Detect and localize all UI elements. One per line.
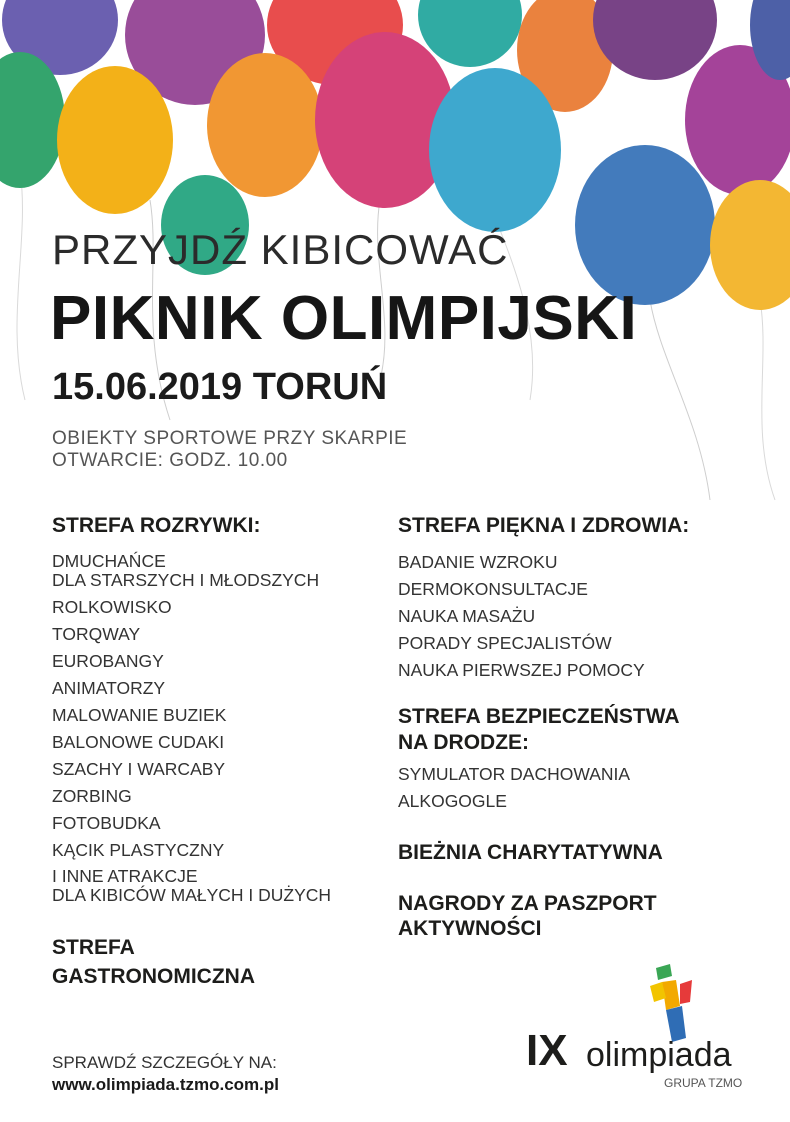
balloon-purple-right bbox=[593, 0, 717, 80]
list-item: KĄCIK PLASTYCZNY bbox=[52, 840, 225, 860]
venue-line: OBIEKTY SPORTOWE PRZY SKARPIE bbox=[52, 428, 408, 449]
footer bbox=[52, 1052, 279, 1096]
balloon-blue-right bbox=[575, 145, 715, 305]
zone-road-list bbox=[398, 764, 689, 811]
list-item: ANIMATORZY bbox=[52, 678, 166, 698]
zone-food-heading: STREFA GASTRONOMICZNA bbox=[52, 936, 255, 988]
charity-run-heading: BIEŻNIA CHARYTATYWNA bbox=[398, 841, 663, 864]
list-item: ALKOGOGLE bbox=[398, 791, 507, 811]
list-item: TORQWAY bbox=[52, 624, 141, 644]
zone-road-heading: STREFA BEZPIECZEŃSTWA NA DRODZE: bbox=[398, 705, 680, 754]
passport-heading: NAGRODY ZA PASZPORT AKTYWNOŚCI bbox=[398, 892, 657, 940]
list-item: PORADY SPECJALISTÓW bbox=[398, 633, 612, 653]
venue-info bbox=[52, 428, 407, 472]
list-item: ZORBING bbox=[52, 786, 132, 806]
event-date-location: 15.06.2019 TORUŃ bbox=[52, 366, 388, 408]
event-title: PIKNIK OLIMPIJSKI bbox=[50, 284, 638, 353]
olimpiada-logo bbox=[524, 962, 774, 1102]
zone-fun-list bbox=[52, 552, 331, 905]
logo-numeral: IX bbox=[526, 1026, 568, 1075]
balloon-orange-mid bbox=[207, 53, 323, 197]
list-item: MALOWANIE BUZIEK bbox=[52, 705, 227, 725]
logo-wordmark: olimpiada bbox=[586, 1036, 732, 1074]
list-item: BADANIE WZROKU bbox=[398, 552, 558, 572]
olympic-figure-icon bbox=[636, 962, 706, 1042]
balloon-yellow-right bbox=[710, 180, 790, 310]
list-item: NAUKA PIERWSZEJ POMOCY bbox=[398, 660, 645, 680]
list-item: DMUCHAŃCE DLA STARSZYCH I MŁODSZYCH bbox=[52, 551, 320, 590]
zone-beauty-list bbox=[398, 552, 689, 680]
list-item: SYMULATOR DACHOWANIA bbox=[398, 764, 631, 784]
zone-fun-heading: STREFA ROZRYWKI: bbox=[52, 514, 261, 537]
logo-group: GRUPA TZMO bbox=[664, 1076, 743, 1090]
list-item: I INNE ATRAKCJE DLA KIBICÓW MAŁYCH I DUŻYCH bbox=[52, 866, 332, 905]
list-item: NAUKA MASAŻU bbox=[398, 606, 536, 626]
list-item: ROLKOWISKO bbox=[52, 597, 172, 617]
website-link[interactable]: www.olimpiada.tzmo.com.pl bbox=[52, 1075, 280, 1094]
list-item: FOTOBUDKA bbox=[52, 813, 161, 833]
list-item: BALONOWE CUDAKI bbox=[52, 732, 225, 752]
balloon-yellow-left bbox=[57, 66, 173, 214]
list-item: DERMOKONSULTACJE bbox=[398, 579, 588, 599]
invite-subtitle: PRZYJDŹ KIBICOWAĆ bbox=[52, 226, 509, 273]
left-column bbox=[52, 514, 331, 991]
list-item: SZACHY I WARCABY bbox=[52, 759, 226, 779]
right-column bbox=[398, 514, 689, 941]
opening-time-line: OTWARCIE: GODZ. 10.00 bbox=[52, 450, 288, 471]
footer-label: SPRAWDŹ SZCZEGÓŁY NA: bbox=[52, 1053, 277, 1072]
balloon-cyan bbox=[429, 68, 561, 232]
list-item: EUROBANGY bbox=[52, 651, 164, 671]
zone-beauty-heading: STREFA PIĘKNA I ZDROWIA: bbox=[398, 514, 690, 537]
